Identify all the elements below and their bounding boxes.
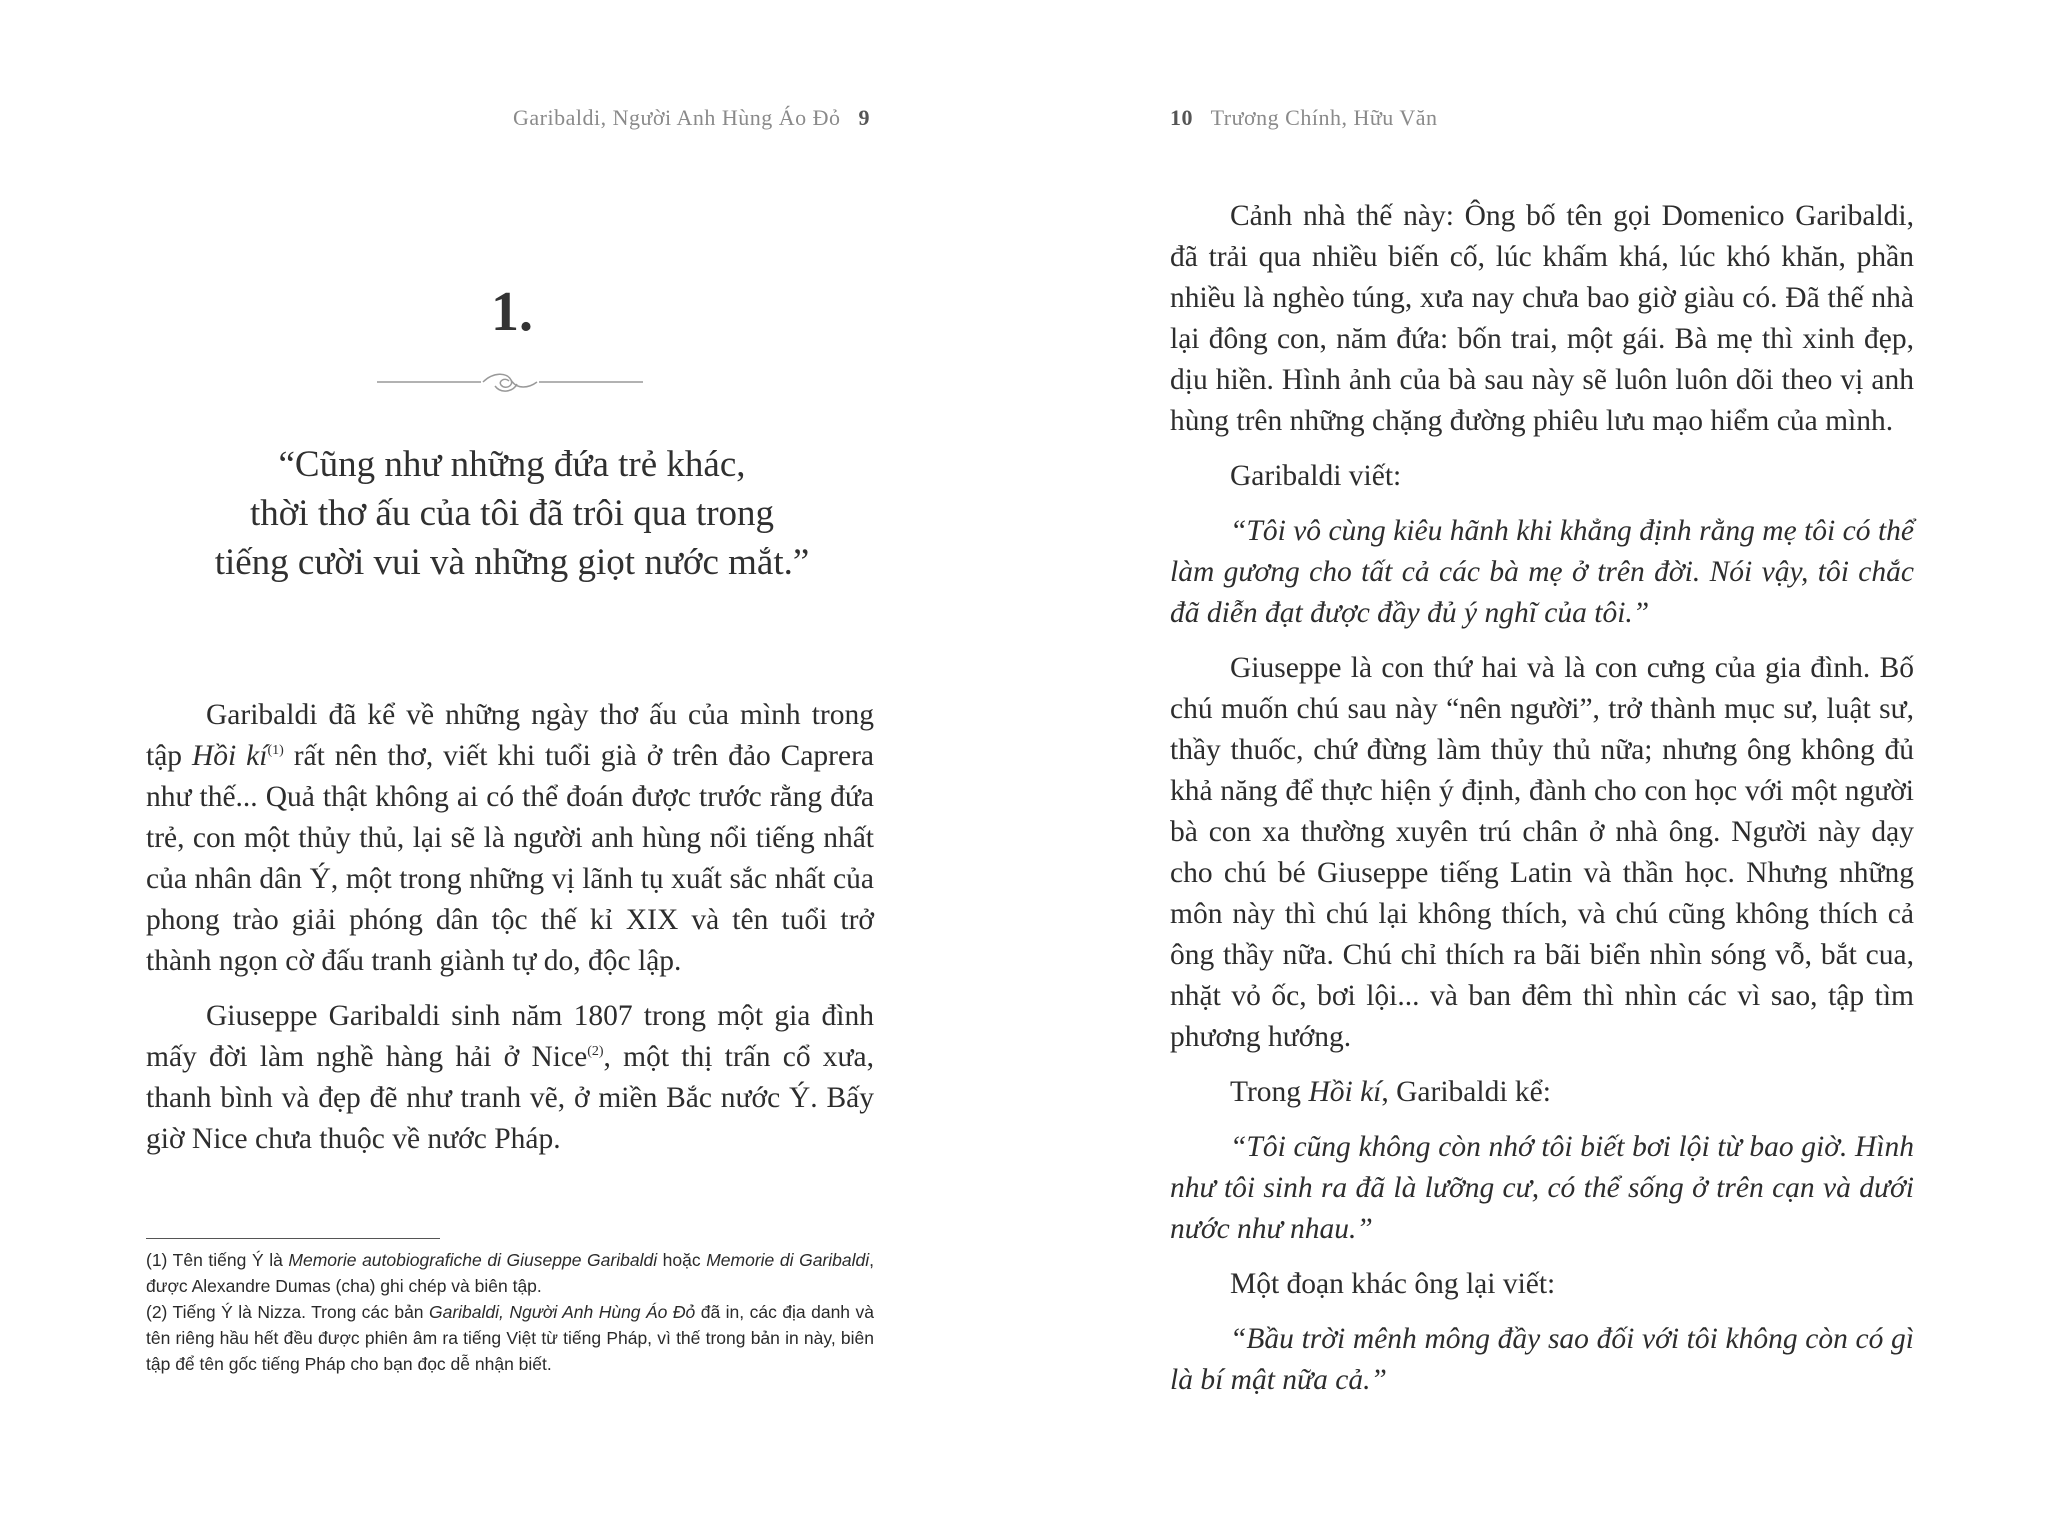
right-running-head (1170, 105, 1438, 131)
epigraph-line: thời thơ ấu của tôi đã trôi qua trong (249, 493, 775, 534)
paragraph: Giuseppe Garibaldi sinh năm 1807 trong một gia đình mấy đời làm nghề hàng hải ở Nice$^{(2)}$, một thị trấn cổ xưa, thanh bình và đẹp đẽ như tranh vẽ, ở miền Bắc nước Ý. Bấy giờ Nice chưa thuộc về nước Pháp. (146, 1000, 875, 1155)
authors: Trương Chính, Hữu Văn (1210, 105, 1438, 130)
paragraph: Một đoạn khác ông lại viết: (1230, 1268, 1556, 1300)
quote-paragraph: “Tôi vô cùng kiêu hãnh khi khẳng định rằng mẹ tôi có thể làm gương cho tất cả các bà mẹ ở trên đời. Nói vậy, tôi chắc đã diễn đạt được đầy đủ ý nghĩ của tôi.” (1170, 515, 1914, 629)
paragraph: Garibaldi viết: (1230, 460, 1402, 492)
left-running-head (513, 105, 870, 131)
right-body-text (1170, 196, 1914, 1415)
chapter-number: 1. (491, 281, 533, 343)
footnote-1: (1) Tên tiếng Ý là Memorie autobiografiche di Giuseppe Garibaldi hoặc Memorie di Garibaldi, được Alexandre Dumas (cha) ghi chép và biên tập. (146, 1250, 874, 1296)
paragraph: Cảnh nhà thế này: Ông bố tên gọi Domenico Garibaldi, đã trải qua nhiều biến cố, lúc khấm khá, lúc khó khăn, phần nhiều là nghèo túng, xưa nay chưa bao giờ giàu có. Đã thế nhà lại đông con, năm đứa: bốn trai, một gái. Bà mẹ thì xinh đẹp, dịu hiền. Hình ảnh của bà sau này sẽ luôn luôn dõi theo vị anh hùng trên những chặng đường phiêu lưu mạo hiểm của mình. (1170, 200, 1914, 437)
epigraph-line: tiếng cười vui và những giọt nước mắt.” (214, 542, 810, 583)
paragraph: Garibaldi đã kể về những ngày thơ ấu của mình trong tập Hồi $kí^{(1)}$ rất nên thơ, viết khi tuổi già ở trên đảo Caprera như thế... Quả thật không ai có thể đoán được trước rằng đứa trẻ, con một thủy thủ, lại sẽ là người anh hùng nổi tiếng nhất của nhân dân Ý, một trong những vị lãnh tụ xuất sắc nhất của phong trào giải phóng dân tộc thế kỉ XIX và tên tuổi trở thành ngọn cờ đấu tranh giành tự do, độc lập. (146, 699, 874, 977)
page-number-right: 10 (1170, 105, 1193, 130)
left-body-text (146, 695, 874, 1174)
page-number-left: 9 (858, 105, 870, 130)
quote-paragraph: “Tôi cũng không còn nhớ tôi biết bơi lội từ bao giờ. Hình như tôi sinh ra đã là lưỡng cư, có thể sống ở trên cạn và dưới nước như nhau.” (1170, 1131, 1914, 1245)
paragraph: Giuseppe là con thứ hai và là con cưng của gia đình. Bố chú muốn chú sau này “nên người”, trở thành mục sư, luật sư, thầy thuốc, chứ đừng làm thủy thủ nữa; nhưng ông không đủ khả năng để thực hiện ý định, đành cho con học với một người bà con xa thường xuyên trú chân ở nhà ông. Người này dạy cho chú bé Giuseppe tiếng Latin và thần học. Nhưng những môn này thì chú lại không thích, và chú cũng không thích cả ông thầy nữa. Chú chỉ thích ra bãi biển nhìn sóng vỗ, bắt cua, nhặt vỏ ốc, bơi lội... và ban đêm thì nhìn các vì sao, tập tìm phương hướng. (1170, 652, 1914, 1053)
epigraph-quote (150, 440, 874, 587)
book-title: Garibaldi, Người Anh Hùng Áo Đỏ (513, 105, 841, 130)
footnotes (146, 1247, 874, 1377)
paragraph: Trong Hồi kí, Garibaldi kể: (1230, 1076, 1551, 1108)
quote-paragraph: “Bầu trời mênh mông đầy sao đối với tôi không còn có gì là bí mật nữa cả.” (1170, 1323, 1914, 1396)
footnote-ref: (2) (587, 1044, 604, 1060)
ornament-divider-icon (377, 368, 643, 398)
footnote-ref: (1) (267, 743, 284, 759)
epigraph-line: “Cũng như những đứa trẻ khác, (278, 444, 746, 485)
footnote-divider (146, 1238, 440, 1239)
right-page (1024, 0, 2048, 1520)
footnote-2: (2) Tiếng Ý là Nizza. Trong các bản Garibaldi, Người Anh Hùng Áo Đỏ đã in, các địa danh và tên riêng hầu hết đều được phiên âm ra tiếng Việt từ tiếng Pháp, vì thế trong bản in này, biên tập để tên gốc tiếng Pháp cho bạn đọc dễ nhận biết. (146, 1302, 874, 1374)
book-title-italic: Hồi kí (191, 740, 268, 772)
